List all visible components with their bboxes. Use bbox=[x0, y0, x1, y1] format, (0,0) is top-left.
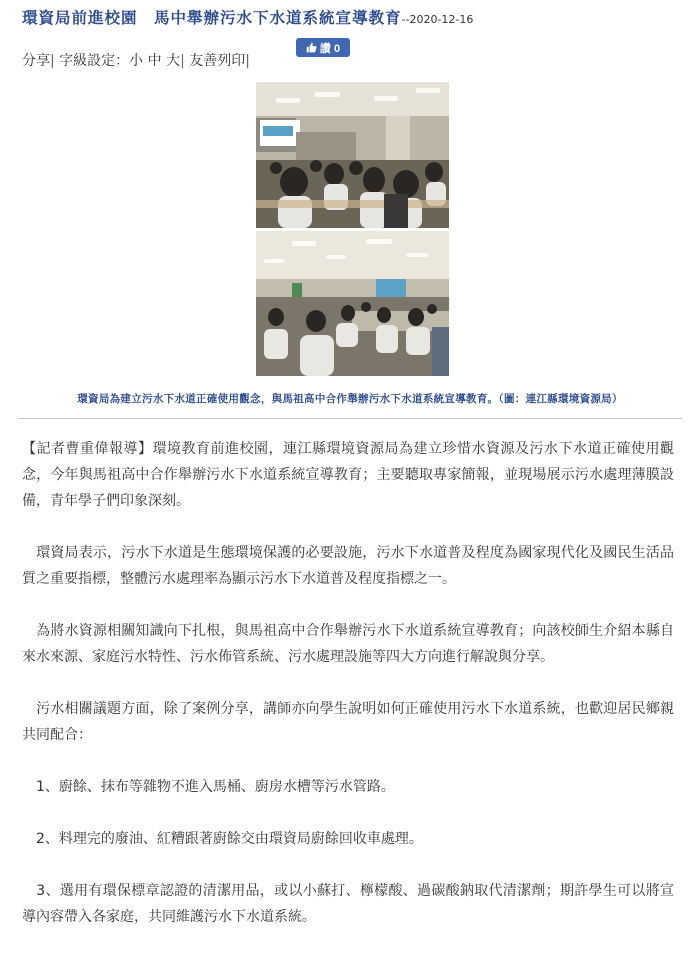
caption-divider bbox=[18, 418, 682, 419]
seminar-photo-back bbox=[256, 231, 449, 376]
paragraph: 污水相關議題方面，除了案例分享，講師亦向學生說明如何正確使用污水下水道系統，也歡迎居民鄉親共同配合： bbox=[22, 701, 674, 743]
article-date: --2020-12-16 bbox=[401, 13, 474, 26]
font-size-label: 字級設定： bbox=[59, 53, 130, 69]
list-item: 2、料理完的廢油、紅糟跟著廚餘交由環資局廚餘回收車處理。 bbox=[22, 831, 423, 847]
share-link[interactable]: 分享 bbox=[22, 53, 50, 69]
font-large-link[interactable]: 大 bbox=[166, 53, 181, 69]
photo-caption: 環資局為建立污水下水道正確使用觀念，與馬祖高中合作舉辦污水下水道系統宣導教育。（圖：連江縣環境資源局） bbox=[77, 393, 623, 405]
separator: | bbox=[180, 53, 185, 69]
paragraph: 為將水資源相關知識向下扎根，與馬祖高中合作舉辦污水下水道系統宣導教育；向該校師生介紹本縣自來水來源、家庭污水特性、污水佈管系統、污水處理設施等四大方向進行解說與分享。 bbox=[22, 623, 674, 665]
paragraph: 環資局表示，污水下水道是生態環境保護的必要設施，污水下水道普及程度為國家現代化及國民生活品質之重要指標，整體污水處理率為顯示污水下水道普及程度指標之一。 bbox=[22, 545, 674, 587]
separator: | bbox=[50, 53, 55, 69]
font-small-link[interactable]: 小 bbox=[129, 53, 144, 69]
seminar-photo-front bbox=[256, 82, 449, 228]
list-item: 3、選用有環保標章認證的清潔用品，或以小蘇打、檸檬酸、過碳酸鈉取代清潔劑；期許學生可以將宣導內容帶入各家庭，共同維護污水下水道系統。 bbox=[22, 883, 674, 925]
list-item: 1、廚餘、抹布等雜物不進入馬桶、廚房水槽等污水管路。 bbox=[22, 779, 395, 795]
thumbs-up-icon bbox=[306, 42, 317, 53]
article-header bbox=[22, 6, 473, 28]
print-link[interactable]: 友善列印 bbox=[189, 53, 246, 69]
paragraph-lead: 【記者曹重偉報導】環境教育前進校園，連江縣環境資源局為建立珍惜水資源及污水下水道正確使用觀念，今年與馬祖高中合作舉辦污水下水道系統宣導教育；主要聽取專家簡報，並現場展示污水處理薄膜設備，青年學子們印象深刻。 bbox=[22, 441, 674, 509]
article-title: 環資局前進校園 馬中舉辦污水下水道系統宣導教育 bbox=[22, 8, 402, 27]
article-toolbar bbox=[22, 50, 250, 70]
font-medium-link[interactable]: 中 bbox=[147, 53, 162, 69]
like-label: 讚 0 bbox=[319, 42, 341, 55]
facebook-like-button[interactable] bbox=[296, 38, 350, 57]
separator: | bbox=[245, 53, 250, 69]
article-body bbox=[22, 436, 674, 956]
